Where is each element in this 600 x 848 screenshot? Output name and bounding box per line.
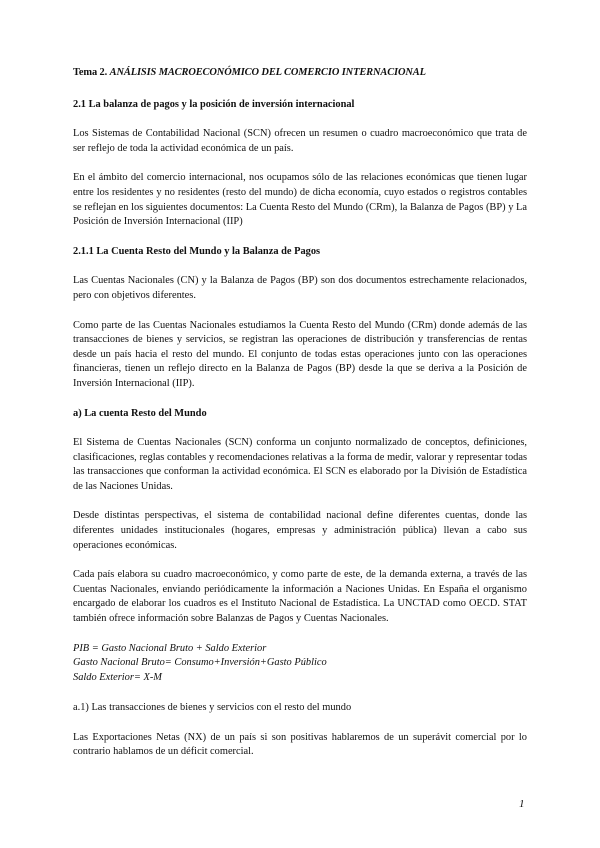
document-title <box>73 66 527 81</box>
paragraph: Desde distintas perspectivas, el sistema de contabilidad nacional define diferentes cuentas, donde las diferentes unidades institucionales (hogares, empresas y administración pública) llevan a cabo sus operaciones económicas. <box>73 510 527 551</box>
formula-block <box>73 642 527 686</box>
title-main: ANÁLISIS MACROECONÓMICO DEL COMERCIO INTERNACIONAL <box>109 67 426 78</box>
formula-pib: PIB = Gasto Nacional Bruto + Saldo Exterior <box>73 642 267 654</box>
document-page <box>73 66 527 775</box>
paragraph: Los Sistemas de Contabilidad Nacional (SCN) ofrecen un resumen o cuadro macroeconómico que trata de ser reflejo de toda la actividad económica de un país. <box>73 128 527 154</box>
section-heading-a: a) La cuenta Resto del Mundo <box>73 407 207 419</box>
section-heading-2-1: 2.1 La balanza de pagos y la posición de inversión internacional <box>73 98 355 110</box>
section-heading-2-1-1: 2.1.1 La Cuenta Resto del Mundo y la Balanza de Pagos <box>73 245 321 257</box>
subsection-heading-a1: a.1) Las transacciones de bienes y servicios con el resto del mundo <box>73 702 352 714</box>
title-prefix: Tema 2. <box>73 67 108 78</box>
formula-saldo-exterior: Saldo Exterior= X-M <box>73 672 162 684</box>
paragraph: Como parte de las Cuentas Nacionales estudiamos la Cuenta Resto del Mundo (CRm) donde además de las transacciones de bienes y servicios, se registran las operaciones de distribución y transferencias de rentas desde un país hacia el resto del mundo. El conjunto de todas estas operaciones junto con las operaciones financieras, tienen un reflejo directo en la Balanza de Pagos (BP) desde la que se deriva a la Posición de Inversión Internacional (IIP). <box>73 319 527 389</box>
paragraph: Las Cuentas Nacionales (CN) y la Balanza de Pagos (BP) son dos documentos estrechamente relacionados, pero con objetivos diferentes. <box>73 275 527 301</box>
formula-gasto-nacional: Gasto Nacional Bruto= Consumo+Inversión+Gasto Público <box>73 657 327 669</box>
paragraph: El Sistema de Cuentas Nacionales (SCN) conforma un conjunto normalizado de conceptos, definiciones, clasificaciones, reglas contables y recomendaciones relativas a la forma de medir, valorar y representar todas las transacciones que conforman la actividad económica. El SCN es elaborado por la División de Estadística de las Naciones Unidas. <box>73 437 527 492</box>
page-number: 1 <box>519 798 525 810</box>
paragraph: Las Exportaciones Netas (NX) de un país si son positivas hablaremos de un superávit comercial por lo contrario hablamos de un déficit comercial. <box>73 731 527 758</box>
paragraph: En el ámbito del comercio internacional, nos ocupamos sólo de las relaciones económicas que tienen lugar entre los residentes y no residentes (resto del mundo) de dicha economía, cuyo estados o registros contables se reflejan en los siguientes documentos: La Cuenta Resto del Mundo (CRm), la Balanza de Pagos (BP) y La Posición de Inversión Internacional (IIP) <box>73 172 527 228</box>
paragraph: Cada país elabora su cuadro macroeconómico, y como parte de este, de la demanda externa, a través de las Cuentas Nacionales, enviando periódicamente la información a Naciones Unidas. En España el organismo encargado de elaborar los cuadros es el Instituto Nacional de Estadística. La UNCTAD como OECD. STAT también ofrece información sobre Balanzas de Pagos y Cuentas Nacionales. <box>73 569 527 625</box>
